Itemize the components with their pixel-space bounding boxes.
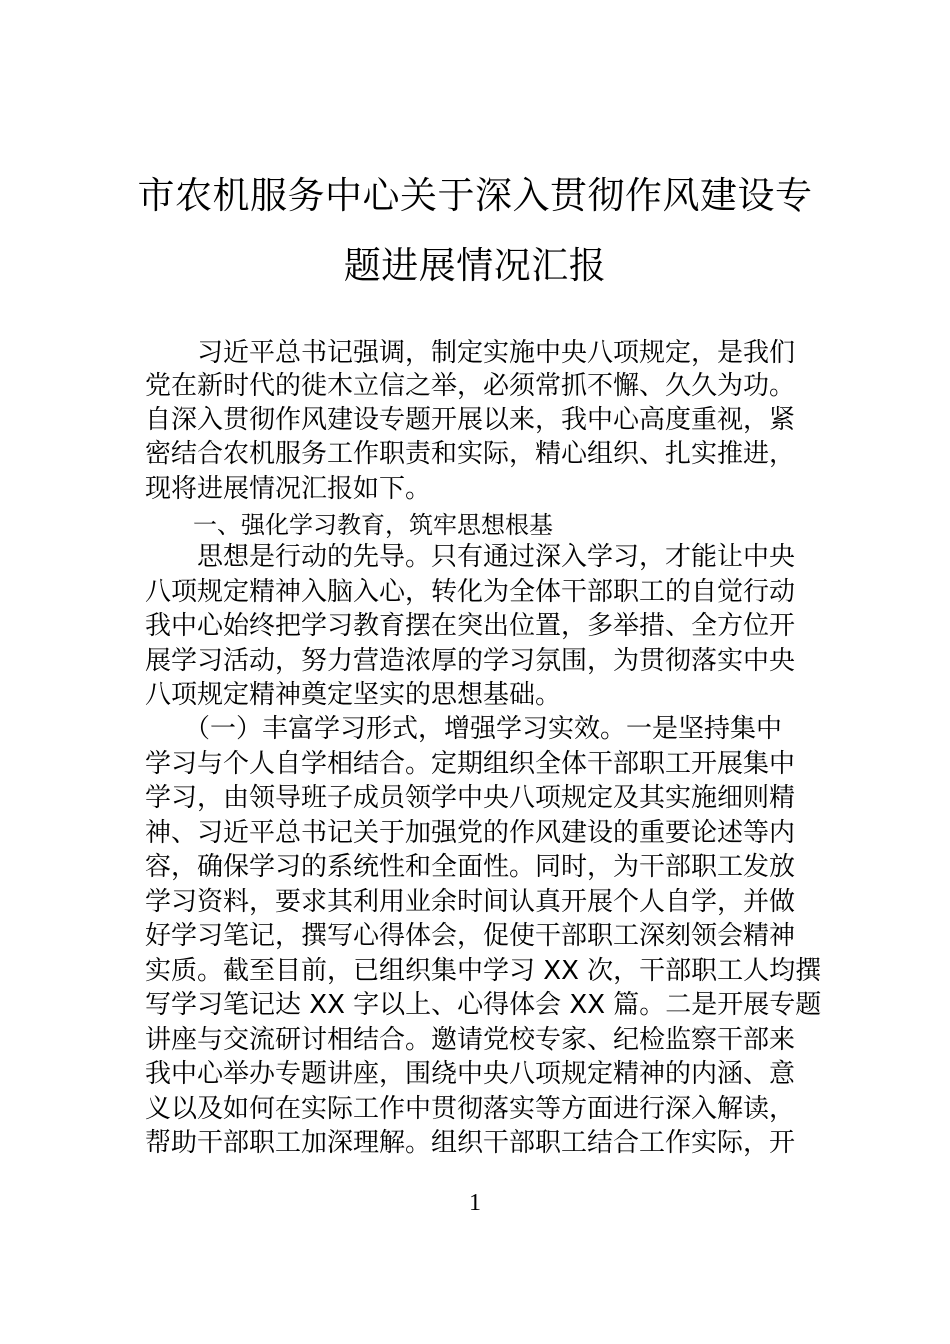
page-number: 1	[469, 1190, 481, 1216]
body-line: 密结合农机服务工作职责和实际，精心组织、扎实推进，	[145, 439, 796, 469]
body-line: 学习与个人自学相结合。定期组织全体干部职工开展集中	[145, 749, 796, 779]
body-line: 学习，由领导班子成员领学中央八项规定及其实施细则精	[145, 783, 796, 813]
body-line: 实质。截至目前，已组织集中学习 XX 次，干部职工人均撰	[145, 956, 822, 986]
body-line: 讲座与交流研讨相结合。邀请党校专家、纪检监察干部来	[145, 1025, 796, 1055]
body-line: 现将进展情况汇报如下。	[145, 474, 432, 504]
body-line: 八项规定精神入脑入心，转化为全体干部职工的自觉行动	[145, 577, 796, 607]
body-line: 思想是行动的先导。只有通过深入学习，才能让中央	[145, 542, 796, 572]
body-line: 好学习笔记，撰写心得体会，促使干部职工深刻领会精神	[145, 921, 796, 951]
section-heading: 一、强化学习教育，筑牢思想根基	[145, 511, 553, 539]
body-line: 党在新时代的徙木立信之举，必须常抓不懈、久久为功。	[145, 371, 796, 401]
body-line: 帮助干部职工加深理解。组织干部职工结合工作实际，开	[145, 1128, 796, 1158]
body-line: 神、习近平总书记关于加强党的作风建设的重要论述等内	[145, 818, 796, 848]
body-line: 自深入贯彻作风建设专题开展以来，我中心高度重视，紧	[145, 405, 796, 435]
body-line: 义以及如何在实际工作中贯彻落实等方面进行深入解读，	[145, 1094, 796, 1124]
body-line: （一）丰富学习形式，增强学习实效。一是坚持集中	[145, 714, 783, 744]
document-title-line-1: 市农机服务中心关于深入贯彻作风建设专	[137, 174, 813, 217]
body-line: 学习资料，要求其利用业余时间认真开展个人自学，并做	[145, 887, 796, 917]
body-line: 八项规定精神奠定坚实的思想基础。	[145, 680, 562, 710]
body-line: 写学习笔记达 XX 字以上、心得体会 XX 篇。二是开展专题	[145, 990, 822, 1020]
body-line: 我中心始终把学习教育摆在突出位置，多举措、全方位开	[145, 611, 796, 641]
document-title-line-2: 题进展情况汇报	[343, 244, 607, 287]
body-line: 我中心举办专题讲座，围绕中央八项规定精神的内涵、意	[145, 1059, 796, 1089]
body-line: 容，确保学习的系统性和全面性。同时，为干部职工发放	[145, 852, 796, 882]
body-line: 习近平总书记强调，制定实施中央八项规定，是我们	[145, 338, 796, 368]
body-line: 展学习活动，努力营造浓厚的学习氛围，为贯彻落实中央	[145, 646, 796, 676]
